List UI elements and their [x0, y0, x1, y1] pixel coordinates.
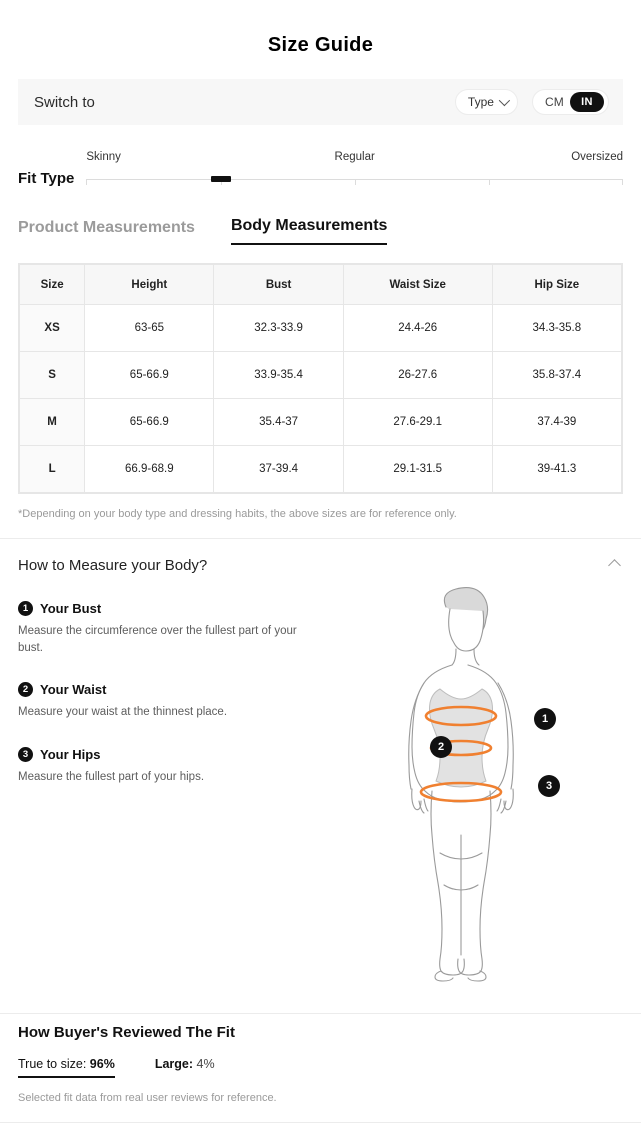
fit-reviews-row [18, 1057, 623, 1078]
chevron-down-icon [499, 95, 510, 106]
type-dropdown[interactable] [455, 89, 518, 115]
tab-product-measurements[interactable]: Product Measurements [18, 219, 195, 236]
list-item [18, 682, 338, 721]
fit-option-regular[interactable]: Regular [334, 151, 375, 163]
table-cell: 66.9-68.9 [85, 446, 214, 493]
unit-toggle-in[interactable]: IN [570, 92, 604, 112]
fit-reviews-title: How Buyer's Reviewed The Fit [18, 1024, 235, 1041]
table-row [20, 352, 622, 399]
true-to-size-stat [18, 1057, 115, 1078]
how-to-measure-title: How to Measure your Body? [18, 556, 208, 574]
section-divider [0, 1013, 641, 1014]
step-title: Your Waist [40, 682, 107, 698]
step-header [18, 601, 338, 616]
unit-toggle[interactable] [532, 89, 609, 115]
fit-option-skinny[interactable]: Skinny [86, 151, 121, 163]
table-header-row [20, 265, 622, 305]
table-header-cell: Bust [214, 265, 343, 305]
large-stat [155, 1057, 215, 1071]
table-row [20, 399, 622, 446]
slider-tick [355, 179, 356, 185]
tab-body-measurements[interactable]: Body Measurements [231, 217, 388, 245]
table-cell: 32.3-33.9 [214, 305, 343, 352]
how-to-measure-accordion[interactable] [18, 539, 623, 591]
step-header [18, 747, 338, 762]
table-cell: 34.3-35.8 [492, 305, 621, 352]
slider-thumb[interactable] [211, 176, 231, 182]
table-cell: 24.4-26 [343, 305, 492, 352]
slider-tick [622, 179, 623, 185]
table-cell: 27.6-29.1 [343, 399, 492, 446]
table-cell: 35.8-37.4 [492, 352, 621, 399]
table-header-cell: Height [85, 265, 214, 305]
table-row [20, 305, 622, 352]
table-cell: 39-41.3 [492, 446, 621, 493]
table-cell-size: M [20, 399, 85, 446]
table-cell-size: XS [20, 305, 85, 352]
table-cell: 26-27.6 [343, 352, 492, 399]
measurement-tabs [18, 217, 623, 245]
table-footnote: *Depending on your body type and dressing habits, the above sizes are for reference only. [18, 508, 457, 520]
bottom-divider [0, 1122, 641, 1123]
size-table-wrapper [18, 263, 623, 494]
page-title: Size Guide [267, 34, 374, 56]
large-value: 4% [196, 1057, 215, 1071]
table-header-cell: Size [20, 265, 85, 305]
table-cell: 35.4-37 [214, 399, 343, 446]
step-description: Measure the fullest part of your hips. [18, 771, 205, 784]
table-cell: 33.9-35.4 [214, 352, 343, 399]
step-description: Measure your waist at the thinnest place. [18, 706, 228, 719]
table-cell: 37.4-39 [492, 399, 621, 446]
switch-controls [455, 89, 609, 115]
type-dropdown-label: Type [467, 95, 494, 109]
table-cell: 29.1-31.5 [343, 446, 492, 493]
table-cell-size: L [20, 446, 85, 493]
fit-option-oversized[interactable]: Oversized [571, 151, 623, 163]
table-row [20, 446, 622, 493]
table-cell: 37-39.4 [214, 446, 343, 493]
step-title: Your Bust [40, 601, 102, 616]
list-item [18, 747, 338, 786]
table-cell: 65-66.9 [85, 352, 214, 399]
fit-type-section [18, 151, 623, 191]
unit-toggle-cm[interactable]: CM [544, 95, 564, 109]
fit-type-slider[interactable] [86, 151, 623, 191]
switch-to-label: Switch to [34, 93, 95, 111]
step-title: Your Hips [40, 747, 101, 763]
step-number-badge: 3 [18, 747, 33, 762]
large-label: Large: [154, 1057, 194, 1071]
size-table [19, 264, 622, 493]
fit-reviews-note: Selected fit data from real user reviews for reference. [18, 1092, 277, 1104]
step-number-badge: 2 [18, 682, 33, 697]
slider-tick [489, 179, 490, 185]
fit-type-label: Fit Type [18, 170, 75, 187]
step-description: Measure the circumference over the fullest part of your bust. [18, 625, 297, 654]
how-to-measure-body [18, 595, 623, 995]
slider-tick [86, 179, 87, 185]
fit-type-options [86, 151, 623, 171]
chevron-up-icon[interactable] [608, 559, 621, 572]
list-item [18, 601, 338, 656]
switch-unit-bar [18, 79, 623, 125]
table-cell: 63-65 [85, 305, 214, 352]
fit-reviews-section [18, 1024, 623, 1104]
table-cell-size: S [20, 352, 85, 399]
table-cell: 65-66.9 [85, 399, 214, 446]
figure-marker-bust: 1 [534, 708, 556, 730]
table-header-cell: Waist Size [343, 265, 492, 305]
step-number-badge: 1 [18, 601, 33, 616]
figure-marker-waist: 2 [430, 736, 452, 758]
true-to-size-label: True to size: [18, 1057, 87, 1071]
measure-steps-list [18, 595, 338, 995]
table-header-cell: Hip Size [492, 265, 621, 305]
figure-marker-hips: 3 [538, 775, 560, 797]
true-to-size-value: 96% [89, 1057, 115, 1071]
step-header [18, 682, 338, 697]
body-figure [338, 595, 623, 995]
